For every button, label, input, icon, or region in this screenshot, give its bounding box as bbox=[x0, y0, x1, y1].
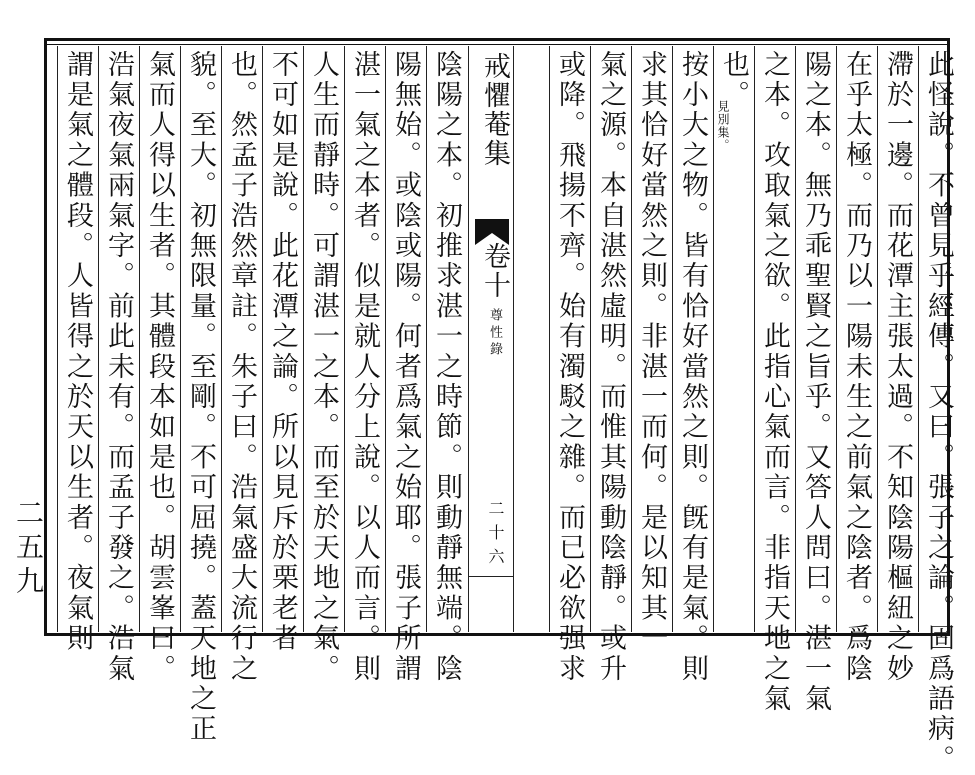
text-column-left-10 bbox=[57, 46, 97, 654]
frame-inner-rule bbox=[44, 44, 950, 45]
text-column-right-1 bbox=[918, 46, 958, 775]
column-text: 湛一氣之本者。似是就人分上說。以人而言。則 bbox=[349, 50, 380, 685]
text-column-right-10 bbox=[549, 46, 589, 685]
page-number: 二五九 bbox=[12, 498, 45, 600]
text-column-right-6 bbox=[713, 46, 753, 632]
column-text: 謂是氣之體段。人皆得之於天以生者。夜氣則 bbox=[62, 50, 93, 654]
column-text: 也。 bbox=[718, 50, 749, 111]
column-text: 浩氣夜氣兩氣字。前此未有。而孟子發之。浩氣 bbox=[103, 50, 134, 685]
column-text: 氣之源。本自湛然虛明。而惟其陽動陰靜。或升 bbox=[595, 50, 626, 685]
text-column-right-3 bbox=[836, 46, 876, 685]
text-column-left-6 bbox=[221, 46, 261, 685]
section-title: 尊性錄 bbox=[487, 308, 502, 359]
column-text: 人生而靜時。可謂湛一之本。而至於天地之氣。 bbox=[308, 50, 339, 685]
column-text: 之本。攻取氣之欲。此指心氣而言。非指天地之氣 bbox=[759, 50, 790, 715]
text-column-left-2 bbox=[385, 46, 425, 685]
leaf-number: 二十六 bbox=[486, 500, 505, 572]
column-text: 陽之本。無乃乖聖賢之旨乎。又答人問曰。湛一氣 bbox=[800, 50, 831, 715]
text-column-left-5 bbox=[262, 46, 302, 654]
text-column-right-9 bbox=[590, 46, 630, 685]
text-column-right-5 bbox=[754, 46, 794, 715]
book-title: 戒懼菴集 bbox=[479, 52, 510, 168]
center-fold-column bbox=[468, 46, 514, 632]
text-column-right-4 bbox=[795, 46, 835, 715]
column-text: 也。然孟子浩然章註。朱子曰。浩氣盛大流行之 bbox=[226, 50, 257, 685]
column-text: 求其恰好當然之則。非湛一而何。是以知其一 bbox=[636, 50, 667, 654]
text-column-left-8 bbox=[139, 46, 179, 685]
column-text: 滯於一邊。而花潭主張太過。不知陰陽樞紐之妙 bbox=[882, 50, 913, 685]
column-text: 或降。飛揚不齊。始有濁駁之雜。而已必欲强求 bbox=[554, 50, 585, 685]
annotation-note: 見別集。 bbox=[716, 100, 730, 152]
text-column-left-9 bbox=[98, 46, 138, 685]
column-text: 氣而人得以生者。其體段本如是也。胡雲峯曰。 bbox=[144, 50, 175, 685]
column-text: 陰陽之本。初推求湛一之時節。則動靜無端。陰 bbox=[431, 50, 462, 685]
text-column-left-3 bbox=[344, 46, 384, 685]
text-column-right-7 bbox=[672, 46, 712, 685]
center-rule bbox=[469, 576, 513, 577]
text-column-left-7 bbox=[180, 46, 220, 745]
column-text: 貌。至大。初無限量。至剛。不可屈撓。蓋天地之正 bbox=[185, 50, 216, 745]
column-text: 此怪說。不曾見乎經傳。又曰。張子之論。固爲語病。 bbox=[923, 50, 954, 775]
text-column-left-1 bbox=[426, 46, 466, 685]
column-text: 陽無始。或陰或陽。何者爲氣之始耶。張子所謂 bbox=[390, 50, 421, 685]
volume-label: 卷十 bbox=[479, 242, 510, 300]
column-text: 在乎太極。而乃以一陽未生之前氣之陰者。爲陰 bbox=[841, 50, 872, 685]
column-text: 不可如是說。此花潭之論。所以見斥於栗老者 bbox=[267, 50, 298, 654]
text-column-right-2 bbox=[877, 46, 917, 685]
text-column-left-4 bbox=[303, 46, 343, 685]
column-text: 按小大之物。皆有恰好當然之則。旣有是氣。則 bbox=[677, 50, 708, 685]
text-column-right-8 bbox=[631, 46, 671, 654]
